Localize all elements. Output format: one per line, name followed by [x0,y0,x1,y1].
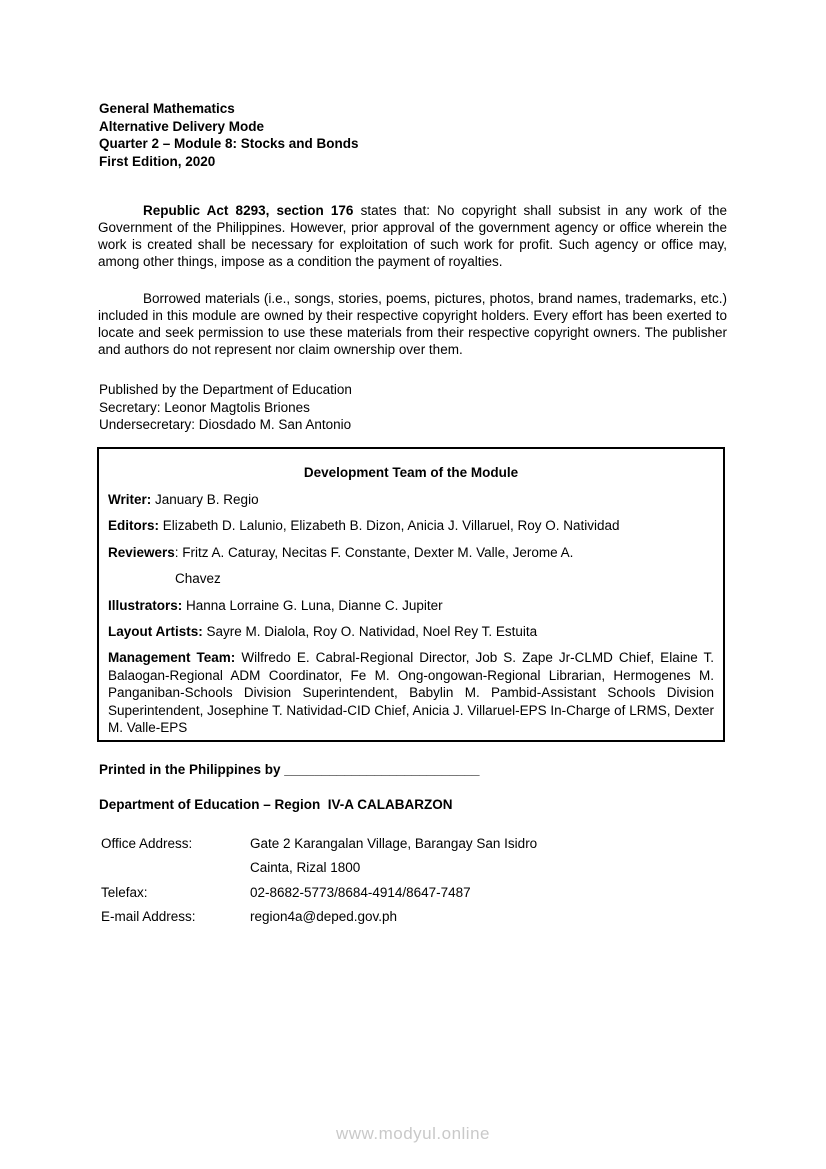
publisher-block [99,381,728,434]
reviewers-continuation: Chavez [175,571,221,587]
department-region-line: Department of Education – Region IV-A CALABARZON [99,797,453,812]
title-block [99,100,728,170]
module-mode: Alternative Delivery Mode [99,118,265,134]
management-team-label: Management Team: [108,650,236,666]
telefax-label: Telefax: [101,884,148,900]
management-team-value: Wilfredo E. Cabral-Regional Director, Job S. Zape Jr-CLMD Chief, Elaine T. Balaogan-Regional ADM Coordinator, Fe M. Ong-ongowan-Regional Librarian, Hermogenes M. Panganiban-Schools Division Superintendent, Babylin M. Pambid-Assistant Schools Division Superintendent, Josephine T. Natividad-CID Chief, Anicia J. Villaruel-EPS In-Charge of LRMS, Dexter M. Valle-EPS [108,650,714,736]
borrowed-materials-paragraph: Borrowed materials (i.e., songs, stories, poems, pictures, photos, brand names, trademarks, etc.) included in this module are owned by their respective copyright holders. Every effort has been exerted to locate and seek permission to use these materials from their respective copyright owners. The publisher and authors do not represent nor claim ownership over them. [98,290,727,357]
layout-artists-label: Layout Artists: [108,624,203,640]
editors-value: Elizabeth D. Lalunio, Elizabeth B. Dizon, Anicia J. Villaruel, Roy O. Natividad [159,518,620,534]
email-label: E-mail Address: [101,909,196,925]
editors-label: Editors: [108,518,160,534]
module-edition: First Edition, 2020 [99,153,216,169]
illustrators-entry [108,597,714,614]
copyright-statement-paragraph [98,202,727,270]
writer-entry [108,491,714,508]
module-title: Quarter 2 – Module 8: Stocks and Bonds [99,136,359,151]
contact-info-block [101,832,721,930]
telefax-value: 02-8682-5773/8684-4914/8647-7487 [250,884,471,900]
reviewers-entry [108,544,714,561]
office-address-label: Office Address: [101,836,193,851]
secretary-line: Secretary: Leonor Magtolis Briones [99,399,310,415]
illustrators-value: Hanna Lorraine G. Luna, Dianne C. Jupiter [182,597,443,613]
printed-in-philippines-line [99,761,728,778]
published-by-line: Published by the Department of Education [99,382,352,397]
reviewers-label: Reviewers [108,544,175,560]
development-team-title: Development Team of the Module [303,465,519,480]
office-address-value-cont: Cainta, Rizal 1800 [250,860,361,876]
website-watermark: www.modyul.online [335,1124,490,1143]
republic-act-text: states that: No copyright shall subsist in any work of the Government of the Philippines. However, prior approval of the government agency or office wherein the work is created shall be necessary for exploitation of such work for profit. Such agency or office may, among other things, impose as a condition the payment of royalties. [98,202,727,269]
office-address-value: Gate 2 Karangalan Village, Barangay San Isidro [250,836,538,851]
undersecretary-line: Undersecretary: Diosdado M. San Antonio [99,417,352,432]
layout-artists-value: Sayre M. Dialola, Roy O. Natividad, Noel Rey T. Estuita [202,624,538,640]
writer-label: Writer: [108,492,152,507]
office-address-label-cont [101,856,250,880]
development-team-box [97,447,725,742]
printed-label: Printed in the Philippines by [99,762,285,777]
reviewers-value: : Fritz A. Caturay, Necitas F. Constante, Dexter M. Valle, Jerome A. [174,544,574,560]
email-value: region4a@deped.gov.ph [250,909,398,925]
illustrators-label: Illustrators: [108,597,183,613]
module-subject: General Mathematics [99,101,235,116]
republic-act-bold-lead: Republic Act 8293, section 176 [143,202,354,218]
writer-value: January B. Regio [151,492,259,507]
printer-blank-line: __________________________ [284,762,480,777]
editors-entry [108,517,714,534]
management-team-entry [108,649,714,736]
layout-artists-entry [108,623,714,640]
